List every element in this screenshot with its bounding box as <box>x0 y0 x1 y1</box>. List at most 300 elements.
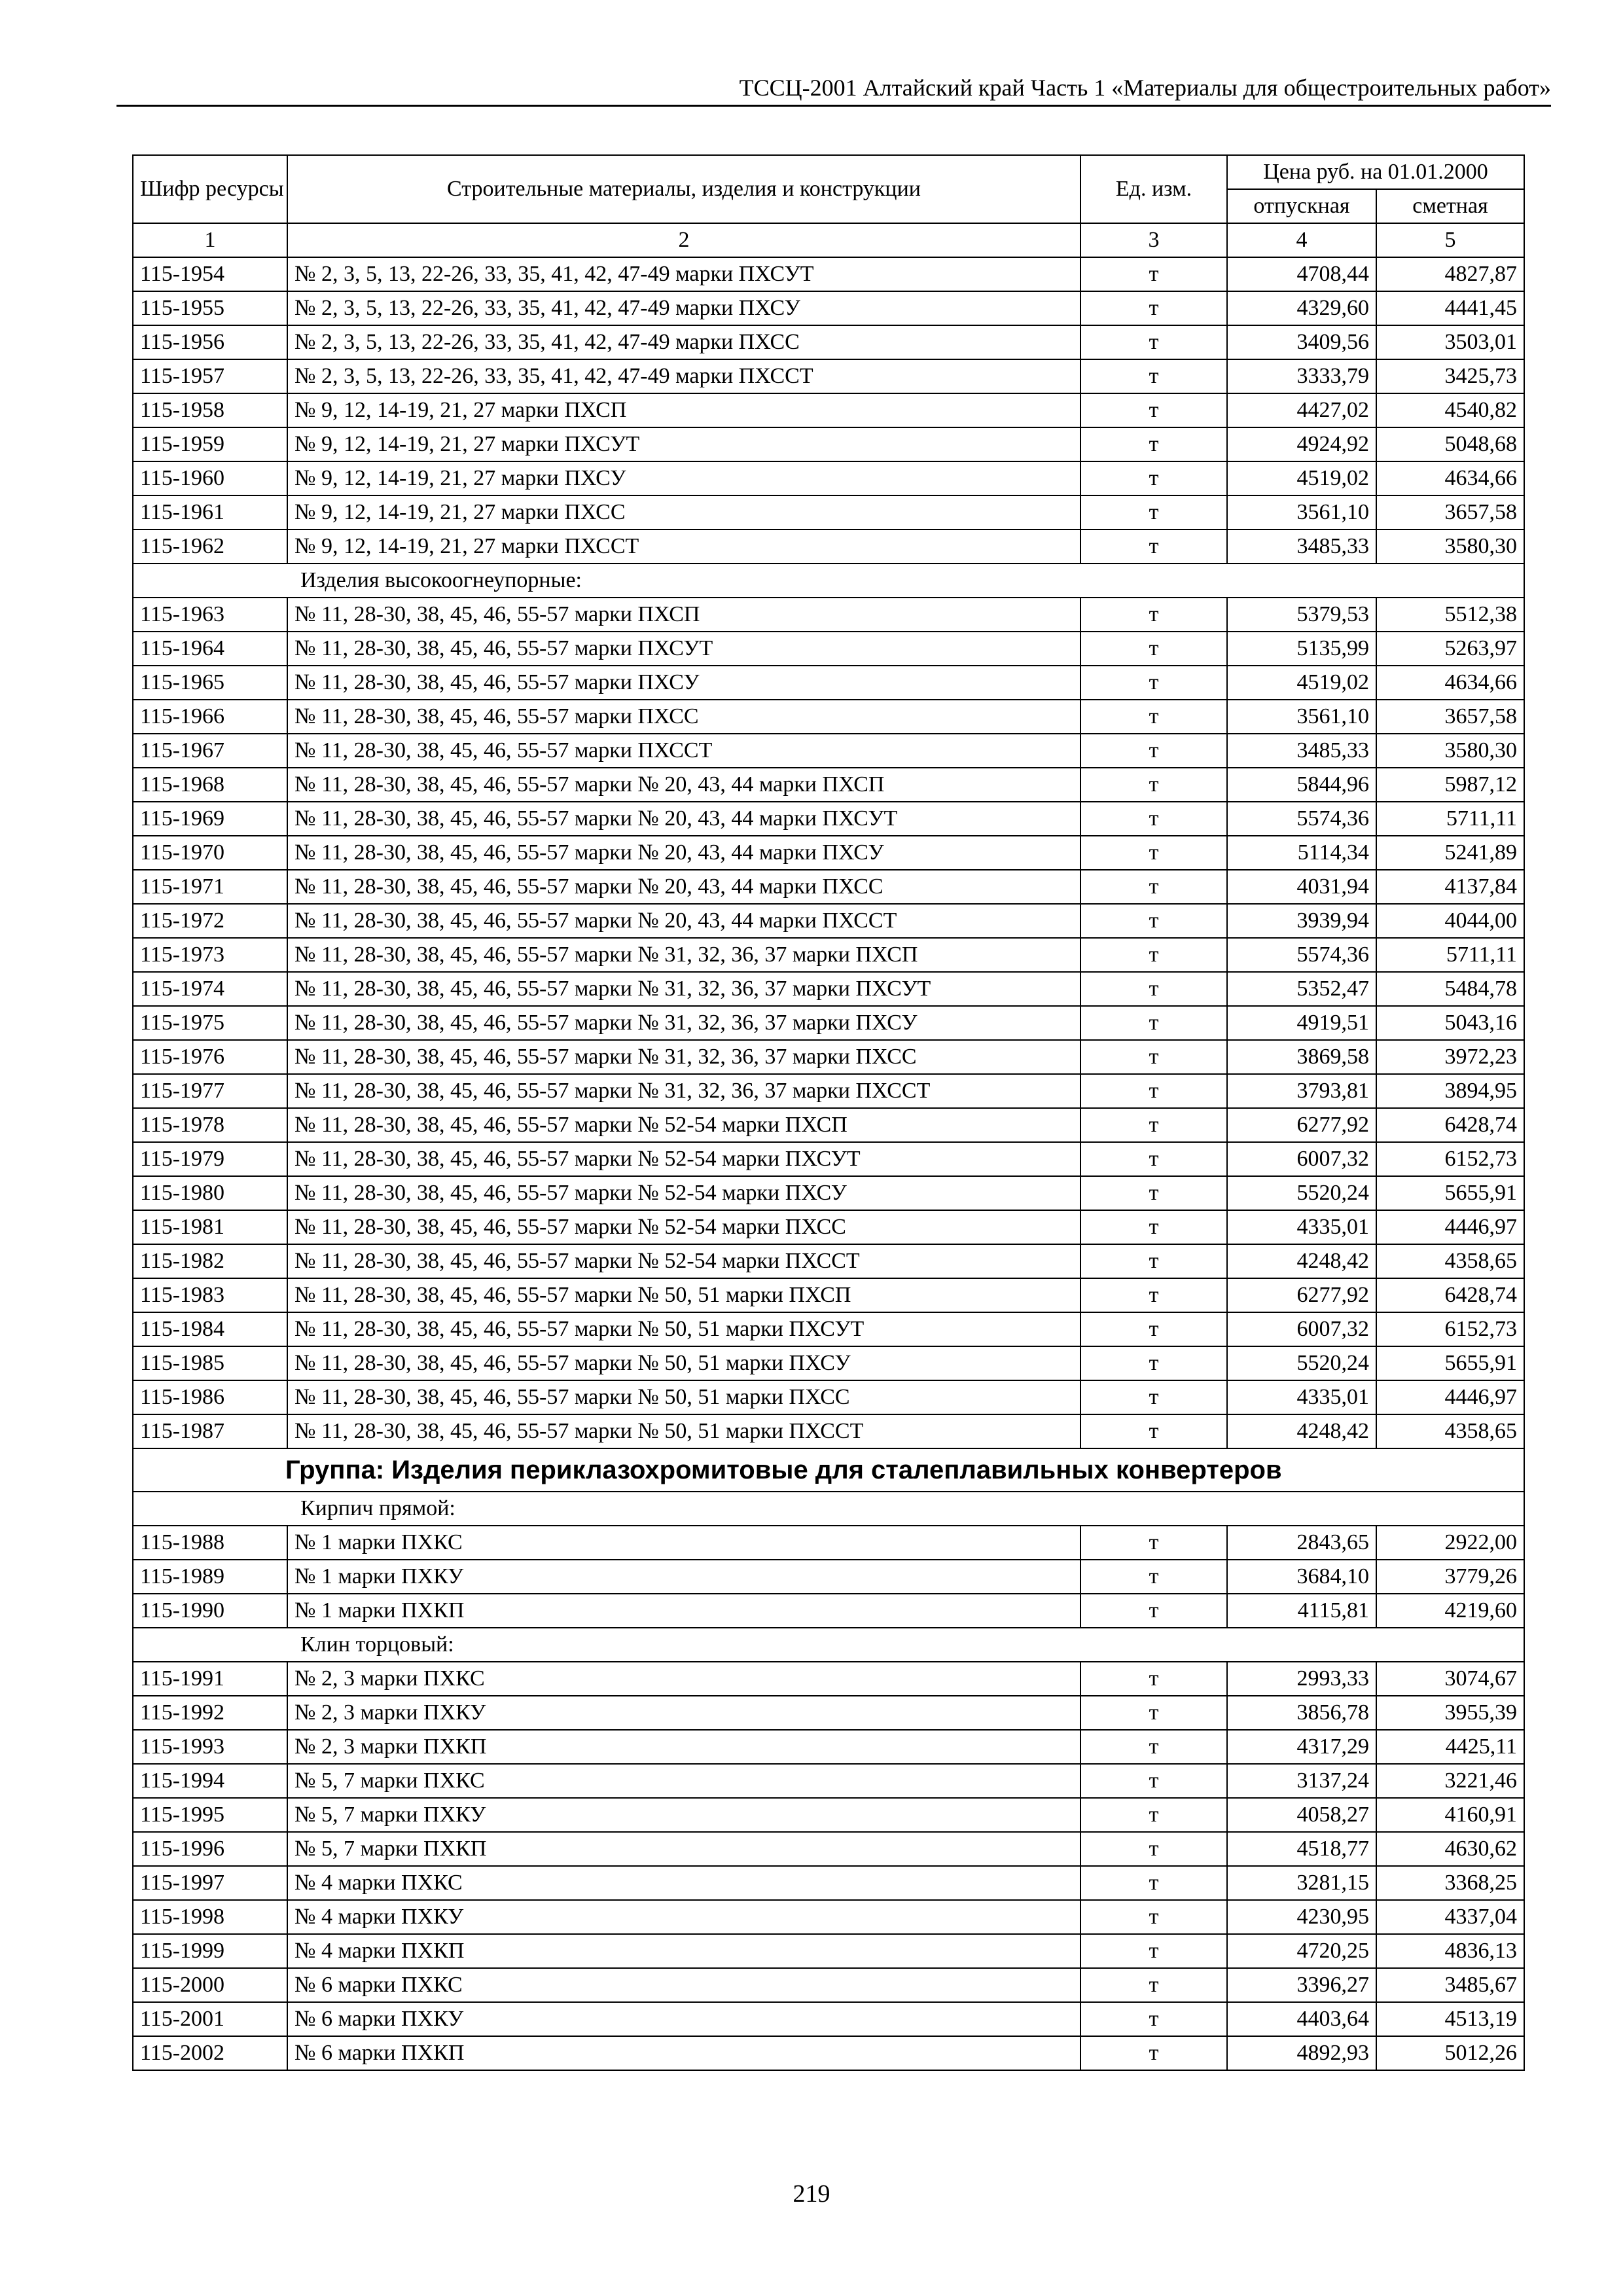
release-price: 3561,10 <box>1227 700 1376 734</box>
material-name: № 2, 3 марки ПХКС <box>287 1662 1080 1696</box>
header-name: Строительные материалы, изделия и конструкции <box>287 155 1080 223</box>
resource-code: 115-1992 <box>133 1696 287 1730</box>
resource-code: 115-1974 <box>133 972 287 1006</box>
release-price: 3485,33 <box>1227 734 1376 768</box>
header-release-price: отпускная <box>1227 189 1376 223</box>
material-name: № 11, 28-30, 38, 45, 46, 55-57 марки ПХСУТ <box>287 632 1080 666</box>
release-price: 5574,36 <box>1227 938 1376 972</box>
page-header: ТССЦ-2001 Алтайский край Часть 1 «Материалы для общестроительных работ» <box>739 75 1551 101</box>
release-price: 6277,92 <box>1227 1278 1376 1312</box>
unit-of-measure: т <box>1080 461 1227 495</box>
material-name: № 11, 28-30, 38, 45, 46, 55-57 марки № 52-54 марки ПХСУТ <box>287 1142 1080 1176</box>
resource-code: 115-1985 <box>133 1346 287 1380</box>
table-row <box>133 598 1524 632</box>
release-price: 3684,10 <box>1227 1560 1376 1594</box>
release-price: 3856,78 <box>1227 1696 1376 1730</box>
material-name: № 11, 28-30, 38, 45, 46, 55-57 марки № 50, 51 марки ПХСС <box>287 1380 1080 1414</box>
table-row <box>133 2036 1524 2070</box>
unit-of-measure: т <box>1080 2036 1227 2070</box>
unit-of-measure: т <box>1080 1866 1227 1900</box>
header-rule <box>116 105 1551 107</box>
release-price: 5114,34 <box>1227 836 1376 870</box>
resource-code: 115-1987 <box>133 1414 287 1448</box>
resource-code: 115-1958 <box>133 393 287 427</box>
estimate-price: 4630,62 <box>1376 1832 1524 1866</box>
table-row <box>133 768 1524 802</box>
column-numbers-row <box>133 223 1524 257</box>
release-price: 3333,79 <box>1227 359 1376 393</box>
material-name: № 6 марки ПХКП <box>287 2036 1080 2070</box>
resource-code: 115-1986 <box>133 1380 287 1414</box>
material-name: № 2, 3 марки ПХКП <box>287 1730 1080 1764</box>
estimate-price: 4137,84 <box>1376 870 1524 904</box>
estimate-price: 2922,00 <box>1376 1526 1524 1560</box>
table-row <box>133 1696 1524 1730</box>
release-price: 4335,01 <box>1227 1210 1376 1244</box>
table-row <box>133 1526 1524 1560</box>
release-price: 3485,33 <box>1227 529 1376 564</box>
resource-code: 115-1956 <box>133 325 287 359</box>
material-name: № 2, 3, 5, 13, 22-26, 33, 35, 41, 42, 47-49 марки ПХСУ <box>287 291 1080 325</box>
resource-code: 115-2002 <box>133 2036 287 2070</box>
material-name: № 6 марки ПХКУ <box>287 2002 1080 2036</box>
estimate-price: 5655,91 <box>1376 1346 1524 1380</box>
resource-code: 115-1967 <box>133 734 287 768</box>
estimate-price: 5484,78 <box>1376 972 1524 1006</box>
estimate-price: 5048,68 <box>1376 427 1524 461</box>
table-row <box>133 1798 1524 1832</box>
release-price: 4403,64 <box>1227 2002 1376 2036</box>
material-name: № 9, 12, 14-19, 21, 27 марки ПХСУТ <box>287 427 1080 461</box>
unit-of-measure: т <box>1080 1560 1227 1594</box>
unit-of-measure: т <box>1080 734 1227 768</box>
material-name: № 1 марки ПХКС <box>287 1526 1080 1560</box>
material-name: № 5, 7 марки ПХКС <box>287 1764 1080 1798</box>
resource-code: 115-1991 <box>133 1662 287 1696</box>
estimate-price: 3657,58 <box>1376 495 1524 529</box>
release-price: 3793,81 <box>1227 1074 1376 1108</box>
estimate-price: 4160,91 <box>1376 1798 1524 1832</box>
material-name: № 11, 28-30, 38, 45, 46, 55-57 марки № 50, 51 марки ПХСП <box>287 1278 1080 1312</box>
resource-code: 115-1955 <box>133 291 287 325</box>
estimate-price: 4827,87 <box>1376 257 1524 291</box>
release-price: 4115,81 <box>1227 1594 1376 1628</box>
table-row <box>133 1006 1524 1040</box>
empty-cell <box>133 1628 287 1662</box>
release-price: 5574,36 <box>1227 802 1376 836</box>
release-price: 4519,02 <box>1227 666 1376 700</box>
estimate-price: 3779,26 <box>1376 1560 1524 1594</box>
release-price: 5844,96 <box>1227 768 1376 802</box>
material-name: № 11, 28-30, 38, 45, 46, 55-57 марки № 52-54 марки ПХССТ <box>287 1244 1080 1278</box>
material-name: № 11, 28-30, 38, 45, 46, 55-57 марки № 52-54 марки ПХСП <box>287 1108 1080 1142</box>
header-code: Шифр ресурсы <box>133 155 287 223</box>
material-name: № 11, 28-30, 38, 45, 46, 55-57 марки № 20, 43, 44 марки ПХСС <box>287 870 1080 904</box>
table-row <box>133 870 1524 904</box>
material-name: № 11, 28-30, 38, 45, 46, 55-57 марки № 31, 32, 36, 37 марки ПХСП <box>287 938 1080 972</box>
column-number: 2 <box>287 223 1080 257</box>
release-price: 2993,33 <box>1227 1662 1376 1696</box>
unit-of-measure: т <box>1080 1764 1227 1798</box>
unit-of-measure: т <box>1080 1346 1227 1380</box>
material-name: № 11, 28-30, 38, 45, 46, 55-57 марки № 50, 51 марки ПХСУ <box>287 1346 1080 1380</box>
estimate-price: 4425,11 <box>1376 1730 1524 1764</box>
table-row <box>133 700 1524 734</box>
material-name: № 11, 28-30, 38, 45, 46, 55-57 марки № 52-54 марки ПХСС <box>287 1210 1080 1244</box>
subsection-row <box>133 1628 1524 1662</box>
release-price: 3561,10 <box>1227 495 1376 529</box>
unit-of-measure: т <box>1080 768 1227 802</box>
release-price: 4031,94 <box>1227 870 1376 904</box>
subsection-title: Клин торцовый: <box>287 1628 1524 1662</box>
unit-of-measure: т <box>1080 938 1227 972</box>
unit-of-measure: т <box>1080 2002 1227 2036</box>
resource-code: 115-1994 <box>133 1764 287 1798</box>
material-name: № 2, 3, 5, 13, 22-26, 33, 35, 41, 42, 47-49 марки ПХСУТ <box>287 257 1080 291</box>
subsection-row <box>133 1492 1524 1526</box>
estimate-price: 5711,11 <box>1376 802 1524 836</box>
release-price: 4248,42 <box>1227 1244 1376 1278</box>
table-row <box>133 393 1524 427</box>
resource-code: 115-1997 <box>133 1866 287 1900</box>
table-row <box>133 1278 1524 1312</box>
estimate-price: 4044,00 <box>1376 904 1524 938</box>
resource-code: 115-1995 <box>133 1798 287 1832</box>
release-price: 4058,27 <box>1227 1798 1376 1832</box>
release-price: 5520,24 <box>1227 1176 1376 1210</box>
unit-of-measure: т <box>1080 1900 1227 1934</box>
resource-code: 115-1984 <box>133 1312 287 1346</box>
material-name: № 11, 28-30, 38, 45, 46, 55-57 марки № 31, 32, 36, 37 марки ПХСУТ <box>287 972 1080 1006</box>
release-price: 4329,60 <box>1227 291 1376 325</box>
unit-of-measure: т <box>1080 972 1227 1006</box>
release-price: 4317,29 <box>1227 1730 1376 1764</box>
material-name: № 11, 28-30, 38, 45, 46, 55-57 марки ПХССТ <box>287 734 1080 768</box>
estimate-price: 6428,74 <box>1376 1278 1524 1312</box>
unit-of-measure: т <box>1080 1312 1227 1346</box>
resource-code: 115-1957 <box>133 359 287 393</box>
release-price: 4427,02 <box>1227 393 1376 427</box>
material-name: № 9, 12, 14-19, 21, 27 марки ПХСП <box>287 393 1080 427</box>
estimate-price: 4634,66 <box>1376 461 1524 495</box>
unit-of-measure: т <box>1080 427 1227 461</box>
estimate-price: 3425,73 <box>1376 359 1524 393</box>
material-name: № 11, 28-30, 38, 45, 46, 55-57 марки № 31, 32, 36, 37 марки ПХСУ <box>287 1006 1080 1040</box>
unit-of-measure: т <box>1080 870 1227 904</box>
unit-of-measure: т <box>1080 1526 1227 1560</box>
material-name: № 11, 28-30, 38, 45, 46, 55-57 марки № 50, 51 марки ПХССТ <box>287 1414 1080 1448</box>
table-row <box>133 325 1524 359</box>
estimate-price: 5711,11 <box>1376 938 1524 972</box>
material-name: № 11, 28-30, 38, 45, 46, 55-57 марки ПХСУ <box>287 666 1080 700</box>
empty-cell <box>133 1492 287 1526</box>
table-row <box>133 291 1524 325</box>
estimate-price: 5043,16 <box>1376 1006 1524 1040</box>
materials-table <box>132 154 1525 2071</box>
table-row <box>133 1560 1524 1594</box>
header-estimate-price: сметная <box>1376 189 1524 223</box>
estimate-price: 3221,46 <box>1376 1764 1524 1798</box>
unit-of-measure: т <box>1080 529 1227 564</box>
release-price: 4892,93 <box>1227 2036 1376 2070</box>
table-row <box>133 1832 1524 1866</box>
unit-of-measure: т <box>1080 1380 1227 1414</box>
material-name: № 11, 28-30, 38, 45, 46, 55-57 марки № 20, 43, 44 марки ПХСУТ <box>287 802 1080 836</box>
release-price: 5135,99 <box>1227 632 1376 666</box>
resource-code: 115-1977 <box>133 1074 287 1108</box>
release-price: 3281,15 <box>1227 1866 1376 1900</box>
table-row <box>133 938 1524 972</box>
material-name: № 1 марки ПХКУ <box>287 1560 1080 1594</box>
unit-of-measure: т <box>1080 802 1227 836</box>
material-name: № 11, 28-30, 38, 45, 46, 55-57 марки № 52-54 марки ПХСУ <box>287 1176 1080 1210</box>
table-row <box>133 1900 1524 1934</box>
estimate-price: 4836,13 <box>1376 1934 1524 1968</box>
release-price: 6277,92 <box>1227 1108 1376 1142</box>
estimate-price: 6152,73 <box>1376 1142 1524 1176</box>
estimate-price: 5241,89 <box>1376 836 1524 870</box>
resource-code: 115-1971 <box>133 870 287 904</box>
release-price: 4230,95 <box>1227 1900 1376 1934</box>
release-price: 3869,58 <box>1227 1040 1376 1074</box>
resource-code: 115-1979 <box>133 1142 287 1176</box>
table-row <box>133 1764 1524 1798</box>
table-row <box>133 427 1524 461</box>
resource-code: 115-1961 <box>133 495 287 529</box>
table-row <box>133 632 1524 666</box>
material-name: № 5, 7 марки ПХКП <box>287 1832 1080 1866</box>
table-row <box>133 1662 1524 1696</box>
estimate-price: 5012,26 <box>1376 2036 1524 2070</box>
unit-of-measure: т <box>1080 632 1227 666</box>
estimate-price: 3074,67 <box>1376 1662 1524 1696</box>
estimate-price: 3580,30 <box>1376 529 1524 564</box>
estimate-price: 4219,60 <box>1376 1594 1524 1628</box>
release-price: 6007,32 <box>1227 1142 1376 1176</box>
table-row <box>133 529 1524 564</box>
estimate-price: 5263,97 <box>1376 632 1524 666</box>
estimate-price: 5512,38 <box>1376 598 1524 632</box>
release-price: 3939,94 <box>1227 904 1376 938</box>
column-number: 3 <box>1080 223 1227 257</box>
release-price: 5352,47 <box>1227 972 1376 1006</box>
resource-code: 115-1970 <box>133 836 287 870</box>
release-price: 4248,42 <box>1227 1414 1376 1448</box>
release-price: 4335,01 <box>1227 1380 1376 1414</box>
material-name: № 4 марки ПХКП <box>287 1934 1080 1968</box>
material-name: № 11, 28-30, 38, 45, 46, 55-57 марки ПХСС <box>287 700 1080 734</box>
estimate-price: 4634,66 <box>1376 666 1524 700</box>
table-row <box>133 802 1524 836</box>
unit-of-measure: т <box>1080 1832 1227 1866</box>
resource-code: 115-1990 <box>133 1594 287 1628</box>
table-row <box>133 734 1524 768</box>
subsection-row <box>133 564 1524 598</box>
header-unit: Ед. изм. <box>1080 155 1227 223</box>
resource-code: 115-1989 <box>133 1560 287 1594</box>
material-name: № 9, 12, 14-19, 21, 27 марки ПХСС <box>287 495 1080 529</box>
unit-of-measure: т <box>1080 1696 1227 1730</box>
material-name: № 11, 28-30, 38, 45, 46, 55-57 марки № 20, 43, 44 марки ПХСУ <box>287 836 1080 870</box>
release-price: 3409,56 <box>1227 325 1376 359</box>
resource-code: 115-1964 <box>133 632 287 666</box>
material-name: № 11, 28-30, 38, 45, 46, 55-57 марки № 31, 32, 36, 37 марки ПХССТ <box>287 1074 1080 1108</box>
table-row <box>133 1074 1524 1108</box>
unit-of-measure: т <box>1080 1730 1227 1764</box>
unit-of-measure: т <box>1080 904 1227 938</box>
resource-code: 115-1999 <box>133 1934 287 1968</box>
resource-code: 115-1998 <box>133 1900 287 1934</box>
estimate-price: 3972,23 <box>1376 1040 1524 1074</box>
resource-code: 115-1973 <box>133 938 287 972</box>
release-price: 2843,65 <box>1227 1526 1376 1560</box>
material-name: № 1 марки ПХКП <box>287 1594 1080 1628</box>
resource-code: 115-1996 <box>133 1832 287 1866</box>
material-name: № 2, 3, 5, 13, 22-26, 33, 35, 41, 42, 47-49 марки ПХССТ <box>287 359 1080 393</box>
material-name: № 4 марки ПХКС <box>287 1866 1080 1900</box>
subsection-title: Изделия высокоогнеупорные: <box>287 564 1524 598</box>
resource-code: 115-2001 <box>133 2002 287 2036</box>
table-row <box>133 1244 1524 1278</box>
page-number: 219 <box>793 2180 830 2208</box>
table-row <box>133 257 1524 291</box>
unit-of-measure: т <box>1080 1414 1227 1448</box>
estimate-price: 3894,95 <box>1376 1074 1524 1108</box>
material-name: № 11, 28-30, 38, 45, 46, 55-57 марки ПХСП <box>287 598 1080 632</box>
table-row <box>133 1866 1524 1900</box>
resource-code: 115-1988 <box>133 1526 287 1560</box>
unit-of-measure: т <box>1080 666 1227 700</box>
estimate-price: 4446,97 <box>1376 1210 1524 1244</box>
material-name: № 9, 12, 14-19, 21, 27 марки ПХССТ <box>287 529 1080 564</box>
table-row <box>133 1414 1524 1448</box>
group-row <box>133 1448 1524 1492</box>
release-price: 3137,24 <box>1227 1764 1376 1798</box>
material-name: № 2, 3, 5, 13, 22-26, 33, 35, 41, 42, 47-49 марки ПХСС <box>287 325 1080 359</box>
unit-of-measure: т <box>1080 598 1227 632</box>
empty-cell <box>133 564 287 598</box>
estimate-price: 4513,19 <box>1376 2002 1524 2036</box>
estimate-price: 4441,45 <box>1376 291 1524 325</box>
unit-of-measure: т <box>1080 291 1227 325</box>
unit-of-measure: т <box>1080 1074 1227 1108</box>
unit-of-measure: т <box>1080 495 1227 529</box>
unit-of-measure: т <box>1080 1006 1227 1040</box>
release-price: 5379,53 <box>1227 598 1376 632</box>
unit-of-measure: т <box>1080 393 1227 427</box>
resource-code: 115-1975 <box>133 1006 287 1040</box>
unit-of-measure: т <box>1080 1798 1227 1832</box>
unit-of-measure: т <box>1080 700 1227 734</box>
release-price: 4919,51 <box>1227 1006 1376 1040</box>
release-price: 4519,02 <box>1227 461 1376 495</box>
release-price: 4518,77 <box>1227 1832 1376 1866</box>
resource-code: 115-1983 <box>133 1278 287 1312</box>
table-row <box>133 1040 1524 1074</box>
table-header-row <box>133 155 1524 189</box>
table-row <box>133 1176 1524 1210</box>
estimate-price: 3368,25 <box>1376 1866 1524 1900</box>
unit-of-measure: т <box>1080 1210 1227 1244</box>
estimate-price: 5655,91 <box>1376 1176 1524 1210</box>
release-price: 5520,24 <box>1227 1346 1376 1380</box>
release-price: 6007,32 <box>1227 1312 1376 1346</box>
resource-code: 115-1976 <box>133 1040 287 1074</box>
column-number: 1 <box>133 223 287 257</box>
table-row <box>133 1346 1524 1380</box>
subsection-title: Кирпич прямой: <box>287 1492 1524 1526</box>
estimate-price: 6152,73 <box>1376 1312 1524 1346</box>
resource-code: 115-1963 <box>133 598 287 632</box>
table-row <box>133 666 1524 700</box>
material-name: № 4 марки ПХКУ <box>287 1900 1080 1934</box>
table-row <box>133 1594 1524 1628</box>
resource-code: 115-1982 <box>133 1244 287 1278</box>
resource-code: 115-1960 <box>133 461 287 495</box>
column-number: 4 <box>1227 223 1376 257</box>
resource-code: 115-1978 <box>133 1108 287 1142</box>
estimate-price: 5987,12 <box>1376 768 1524 802</box>
estimate-price: 6428,74 <box>1376 1108 1524 1142</box>
table-row <box>133 461 1524 495</box>
unit-of-measure: т <box>1080 1142 1227 1176</box>
release-price: 4924,92 <box>1227 427 1376 461</box>
unit-of-measure: т <box>1080 359 1227 393</box>
resource-code: 115-1954 <box>133 257 287 291</box>
resource-code: 115-1962 <box>133 529 287 564</box>
table-row <box>133 359 1524 393</box>
table-row <box>133 2002 1524 2036</box>
unit-of-measure: т <box>1080 1176 1227 1210</box>
resource-code: 115-1968 <box>133 768 287 802</box>
estimate-price: 3657,58 <box>1376 700 1524 734</box>
material-name: № 6 марки ПХКС <box>287 1968 1080 2002</box>
table-row <box>133 495 1524 529</box>
release-price: 4720,25 <box>1227 1934 1376 1968</box>
estimate-price: 4358,65 <box>1376 1414 1524 1448</box>
estimate-price: 3503,01 <box>1376 325 1524 359</box>
estimate-price: 3485,67 <box>1376 1968 1524 2002</box>
material-name: № 5, 7 марки ПХКУ <box>287 1798 1080 1832</box>
resource-code: 115-2000 <box>133 1968 287 2002</box>
unit-of-measure: т <box>1080 1108 1227 1142</box>
release-price: 4708,44 <box>1227 257 1376 291</box>
resource-code: 115-1966 <box>133 700 287 734</box>
material-name: № 9, 12, 14-19, 21, 27 марки ПХСУ <box>287 461 1080 495</box>
material-name: № 11, 28-30, 38, 45, 46, 55-57 марки № 31, 32, 36, 37 марки ПХСС <box>287 1040 1080 1074</box>
resource-code: 115-1993 <box>133 1730 287 1764</box>
estimate-price: 4540,82 <box>1376 393 1524 427</box>
unit-of-measure: т <box>1080 836 1227 870</box>
group-title: Группа: Изделия периклазохромитовые для сталеплавильных конвертеров <box>133 1448 1524 1492</box>
table-body <box>133 257 1524 2070</box>
estimate-price: 3580,30 <box>1376 734 1524 768</box>
resource-code: 115-1981 <box>133 1210 287 1244</box>
resource-code: 115-1980 <box>133 1176 287 1210</box>
table-row <box>133 1934 1524 1968</box>
unit-of-measure: т <box>1080 1662 1227 1696</box>
resource-code: 115-1959 <box>133 427 287 461</box>
table-row <box>133 972 1524 1006</box>
estimate-price: 3955,39 <box>1376 1696 1524 1730</box>
column-number: 5 <box>1376 223 1524 257</box>
material-name: № 2, 3 марки ПХКУ <box>287 1696 1080 1730</box>
estimate-price: 4337,04 <box>1376 1900 1524 1934</box>
table-row <box>133 1108 1524 1142</box>
unit-of-measure: т <box>1080 257 1227 291</box>
unit-of-measure: т <box>1080 1244 1227 1278</box>
unit-of-measure: т <box>1080 1934 1227 1968</box>
